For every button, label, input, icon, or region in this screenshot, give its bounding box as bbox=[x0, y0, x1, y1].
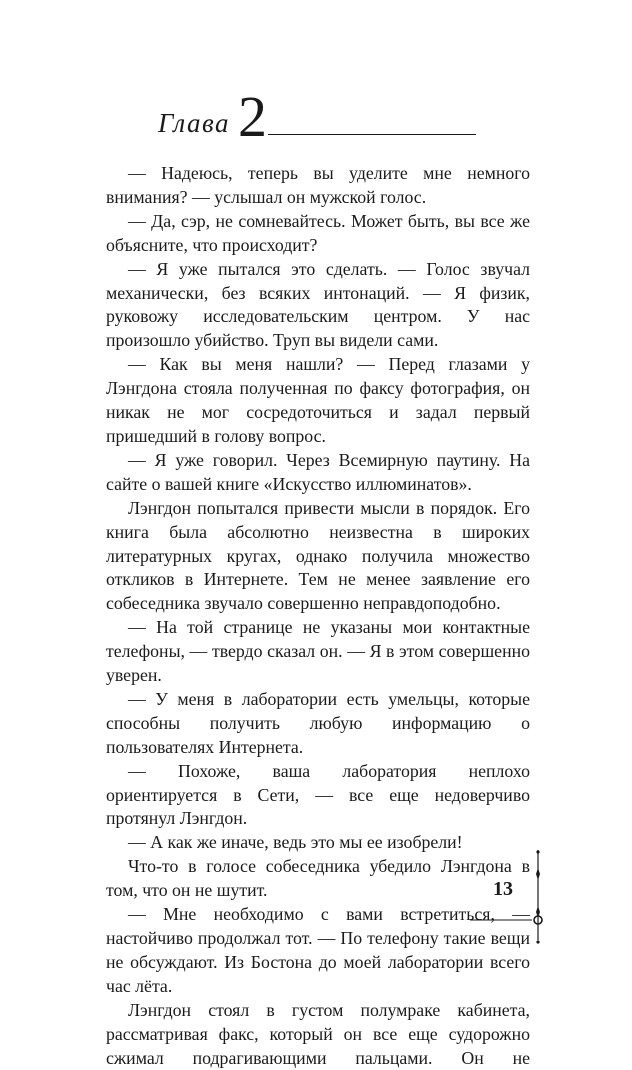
paragraph: — На той странице не указаны мои контактные телефоны, — твердо сказал он. — Я в этом совершенно уверен. bbox=[106, 617, 530, 686]
paragraph: — Да, сэр, не сомневайтесь. Может быть, вы все же объясните, что происходит? bbox=[106, 210, 530, 255]
paragraph: — А как же иначе, ведь это мы ее изобрели! bbox=[128, 832, 463, 853]
body-text bbox=[106, 162, 530, 1070]
paragraph: Лэнгдон стоял в густом полумраке кабинета, рассматривая факс, который он все еще судорожно сжимал подрагивающими пальцами. Он не bbox=[106, 999, 530, 1068]
chapter-label: Глава bbox=[158, 108, 231, 138]
chapter-number: 2 bbox=[238, 84, 267, 149]
chapter-heading bbox=[158, 84, 318, 149]
paragraph: — Похоже, ваша лаборатория неплохо ориентируется в Сети, — все еще недоверчиво протянул Лэнгдон. bbox=[106, 760, 530, 829]
paragraph: — Надеюсь, теперь вы уделите мне немного внимания? — услышал он мужской голос. bbox=[106, 163, 530, 207]
paragraph: — Я уже говорил. Через Всемирную паутину. На сайте о вашей книге «Искусство иллюминатов». bbox=[106, 449, 530, 494]
paragraph: — Как вы меня нашли? — Перед глазами у Лэнгдона стояла полученная по факсу фотография, он никак не мог сосредоточиться и задал первый пришедший в голову вопрос. bbox=[106, 354, 530, 446]
paragraph: — У меня в лаборатории есть умельцы, которые способны получить любую информацию о пользователях Интернета. bbox=[106, 688, 530, 757]
paragraph: — Я уже пытался это сделать. — Голос звучал механически, без всяких интонаций. — Я физик, руковожу исследовательским центром. У нас произошло убийство. Труп вы видели сами. bbox=[106, 258, 530, 351]
paragraph: Лэнгдон попытался привести мысли в порядок. Его книга была абсолютно неизвестна в широких литературных кругах, однако получила множество откликов в Интернете. Тем не менее заявление его собеседника звучало совершенно неправдоподобно. bbox=[106, 497, 530, 614]
paragraph: Что-то в голосе собеседника убедило Лэнгдона в том, что он не шутит. bbox=[106, 856, 530, 901]
paragraph: — Мне необходимо с вами встретиться, — настойчиво продолжал тот. — По телефону такие вещи не обсуждают. Из Бостона до моей лаборатории всего час лёта. bbox=[106, 904, 530, 996]
chapter-rule bbox=[268, 134, 476, 135]
page-number: 13 bbox=[493, 878, 513, 900]
